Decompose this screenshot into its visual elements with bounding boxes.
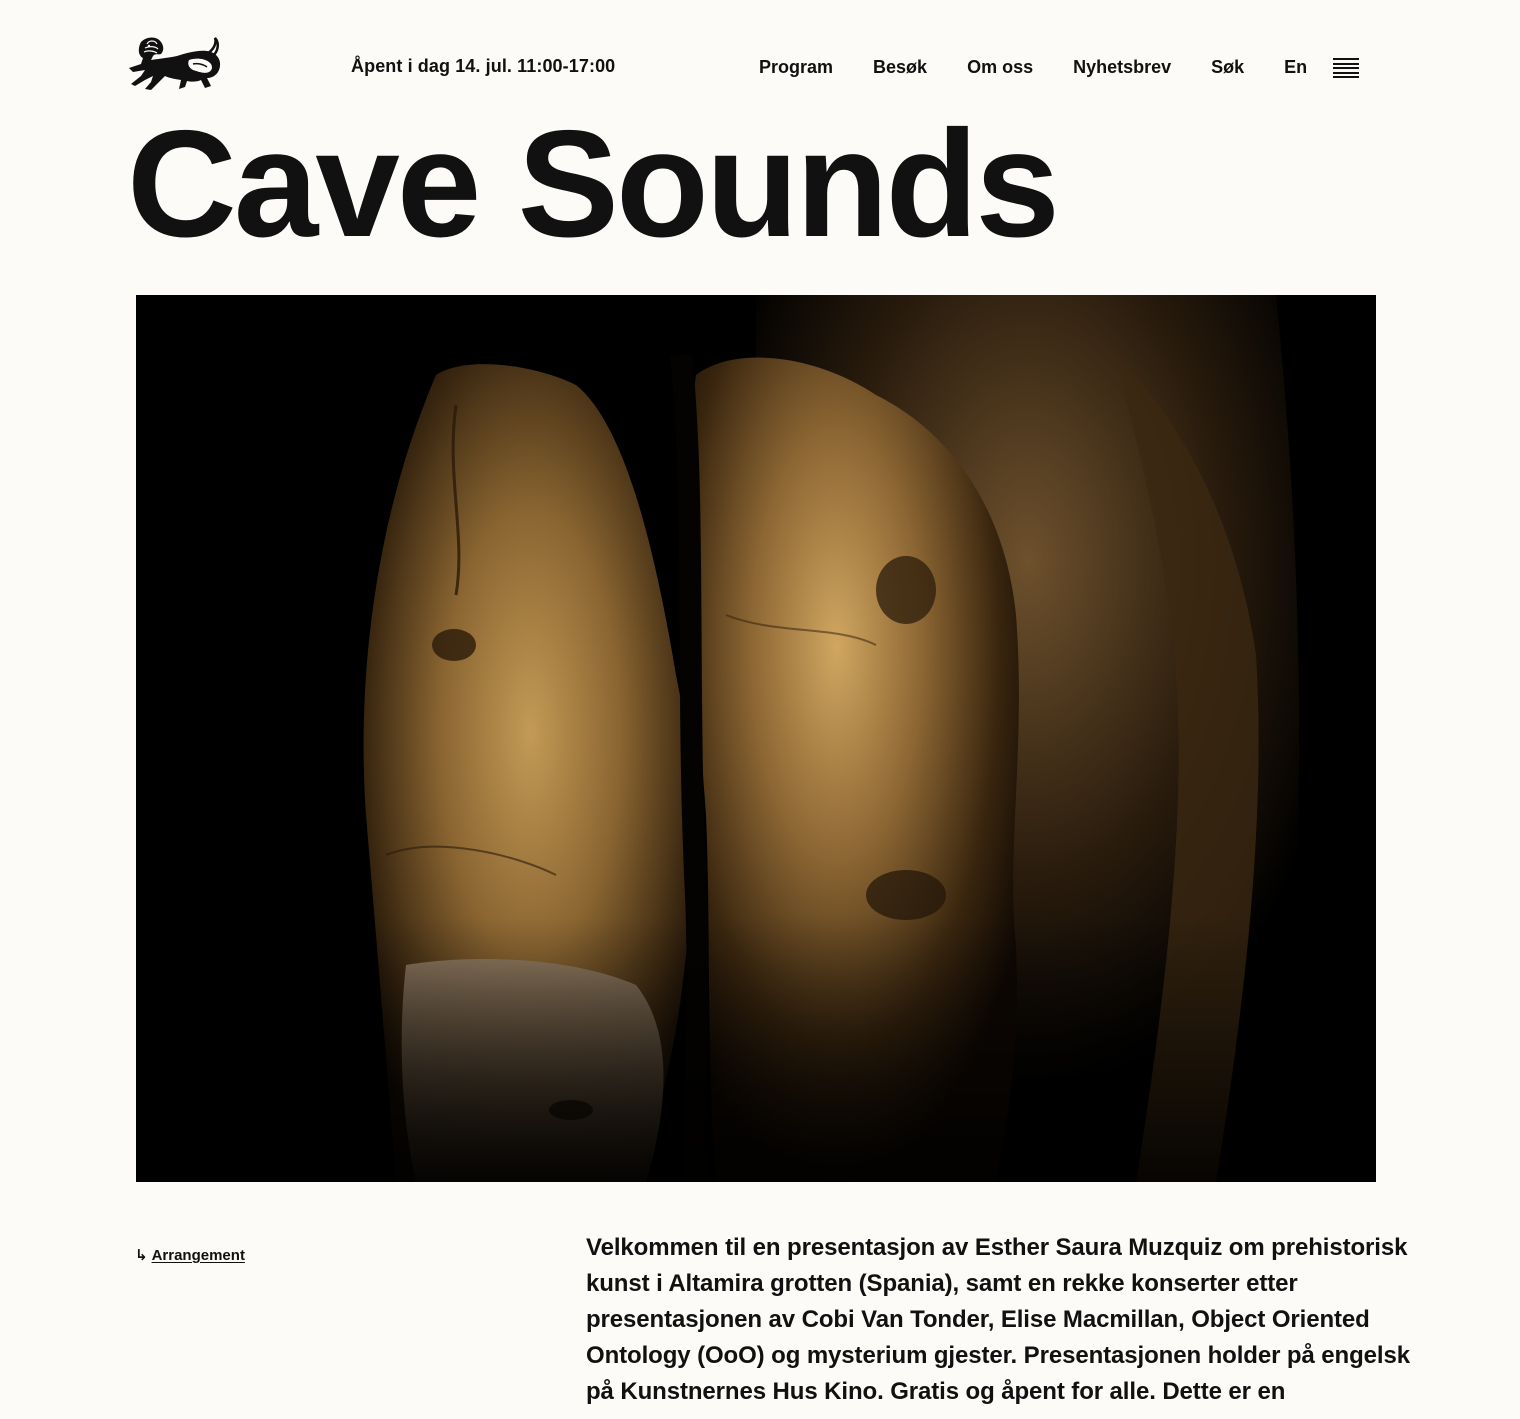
nav-om-oss[interactable]: Om oss	[967, 56, 1034, 77]
nav-besok[interactable]: Besøk	[873, 56, 928, 77]
return-arrow-icon: ↳	[135, 1247, 148, 1264]
main-nav	[759, 56, 1347, 78]
language-toggle[interactable]: En	[1284, 56, 1308, 77]
nav-program[interactable]: Program	[759, 56, 834, 77]
intro-paragraph: Velkommen til en presentasjon av Esther Saura Muzquiz om prehistorisk kunst i Altamira grotten (Spania), samt en rekke konserter etter presentasjonen av Cobi Van Tonder, Elise Macmillan, Object Oriented Ontology (OoO) og mysterium gjester. Presentasjonen holder på engelsk på Kunstnernes Hus Kino. Gratis og åpent for alle. Dette er en	[586, 1234, 1410, 1405]
lion-logo-icon[interactable]	[127, 34, 222, 92]
category-tag	[135, 1246, 245, 1264]
category-link[interactable]: Arrangement	[151, 1247, 245, 1264]
hero-image	[136, 295, 1376, 1182]
nav-sok[interactable]: Søk	[1211, 56, 1245, 77]
nav-nyhetsbrev[interactable]: Nyhetsbrev	[1073, 56, 1172, 77]
page-title: Cave Sounds	[127, 99, 1057, 269]
hamburger-menu-icon[interactable]	[1333, 58, 1359, 80]
opening-hours: Åpent i dag 14. jul. 11:00-17:00	[351, 56, 616, 76]
